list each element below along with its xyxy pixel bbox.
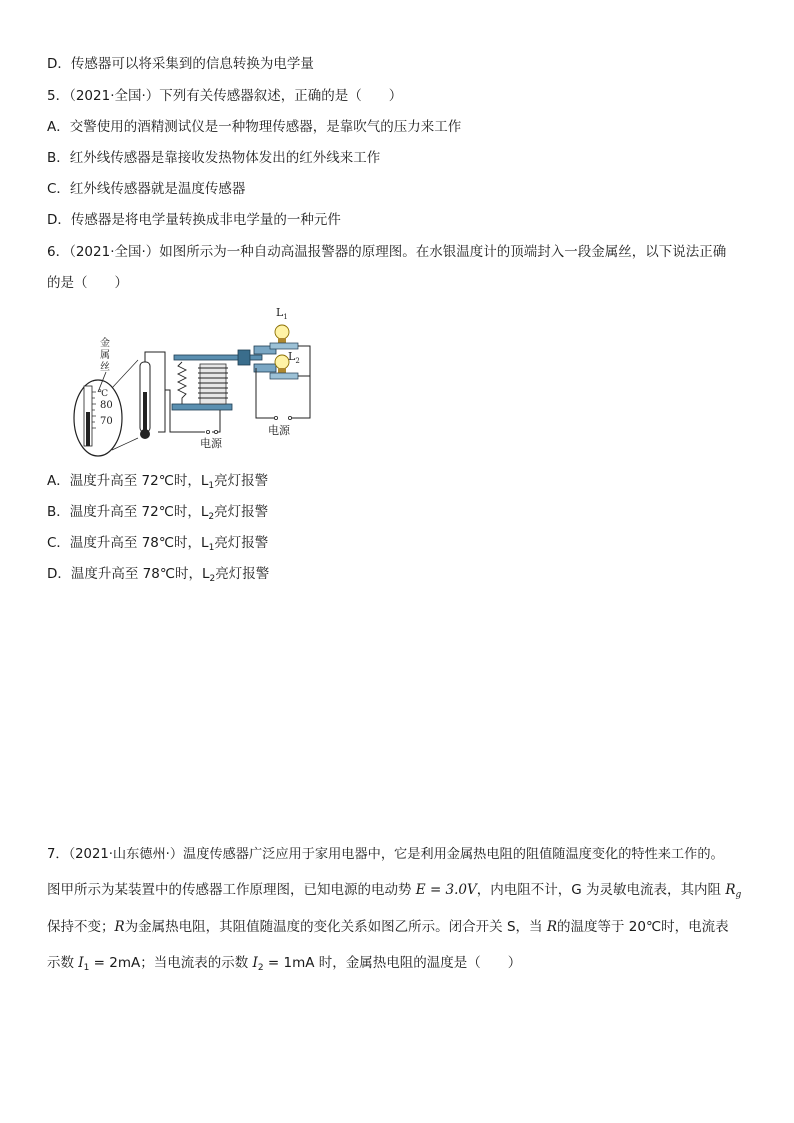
relay-coil <box>198 368 228 398</box>
lamp-l1-label: $L_1$ <box>276 306 288 321</box>
power-label-left: 电源 <box>200 437 222 450</box>
power-label-right: 电源 <box>268 424 290 437</box>
metal-wire-label-2: 属 <box>100 350 110 361</box>
relay-spring <box>178 362 186 404</box>
lamp-l1-icon <box>275 325 289 339</box>
q7-line3: 保持不变；R为金属热电阻，其阻值随温度的变化关系如图乙所示。闭合开关 S，当 R的温度等于 20℃时，电流表 <box>47 919 729 935</box>
q6-option-d: D．温度升高至 78℃时，$L_2$亮灯报警 <box>47 566 270 584</box>
mercury-column <box>86 412 90 446</box>
lower-contact <box>254 364 276 372</box>
lamp-l2-icon <box>275 355 289 369</box>
metal-wire-label-3: 丝 <box>100 362 110 373</box>
thermometer-tick-70: 70 <box>100 416 113 427</box>
q5-option-a: A．交警使用的酒精测试仪是一种物理传感器，是靠吹气的压力来工作 <box>47 119 462 135</box>
q5-option-c: C．红外线传感器就是温度传感器 <box>47 181 246 197</box>
metal-wire-label-1: 金 <box>100 338 110 349</box>
lamp-l2-label: $L_2$ <box>288 350 300 365</box>
relay-base <box>172 404 232 410</box>
q6-option-c: C．温度升高至 78℃时，$L_1$亮灯报警 <box>47 535 269 553</box>
thermometer-unit: ℃ <box>98 389 109 399</box>
q7-line2: 图甲所示为某装置中的传感器工作原理图，已知电源的电动势 E = 3.0V，内电阻不计，G 为灵敏电流表，其内阻 $R_g$ <box>47 882 742 900</box>
q5-option-d: D．传感器是将电学量转换成非电学量的一种元件 <box>47 212 341 228</box>
q7-line1: 7．（2021·山东德州·）温度传感器广泛应用于家用电器中，它是利用金属热电阻的阻值随温度变化的特性来工作的。 <box>47 847 724 862</box>
q6-stem-line1: 6．（2021·全国·）如图所示为一种自动高温报警器的原理图。在水银温度计的顶端封入一段金属丝，以下说法正确 <box>47 244 727 260</box>
alarm-circuit-figure <box>60 300 320 460</box>
q5-option-b: B．红外线传感器是靠接收发热物体发出的红外线来工作 <box>47 150 381 166</box>
q4-option-d: D．传感器可以将采集到的信息转换为电学量 <box>47 56 314 72</box>
thermometer-tick-80: 80 <box>100 400 113 411</box>
q6-option-b: B．温度升高至 72℃时，$L_2$亮灯报警 <box>47 504 269 522</box>
q6-option-a: A．温度升高至 72℃时，$L_1$亮灯报警 <box>47 473 269 491</box>
q5-stem: 5．（2021·全国·）下列有关传感器叙述，正确的是（ ） <box>47 88 403 104</box>
q7-line4: 示数 $I_1 = 2mA$；当电流表的示数 $I_2 = 1mA$ 时，金属热电阻的温度是（ ） <box>47 955 522 973</box>
q6-stem-line2: 的是（ ） <box>47 275 128 291</box>
